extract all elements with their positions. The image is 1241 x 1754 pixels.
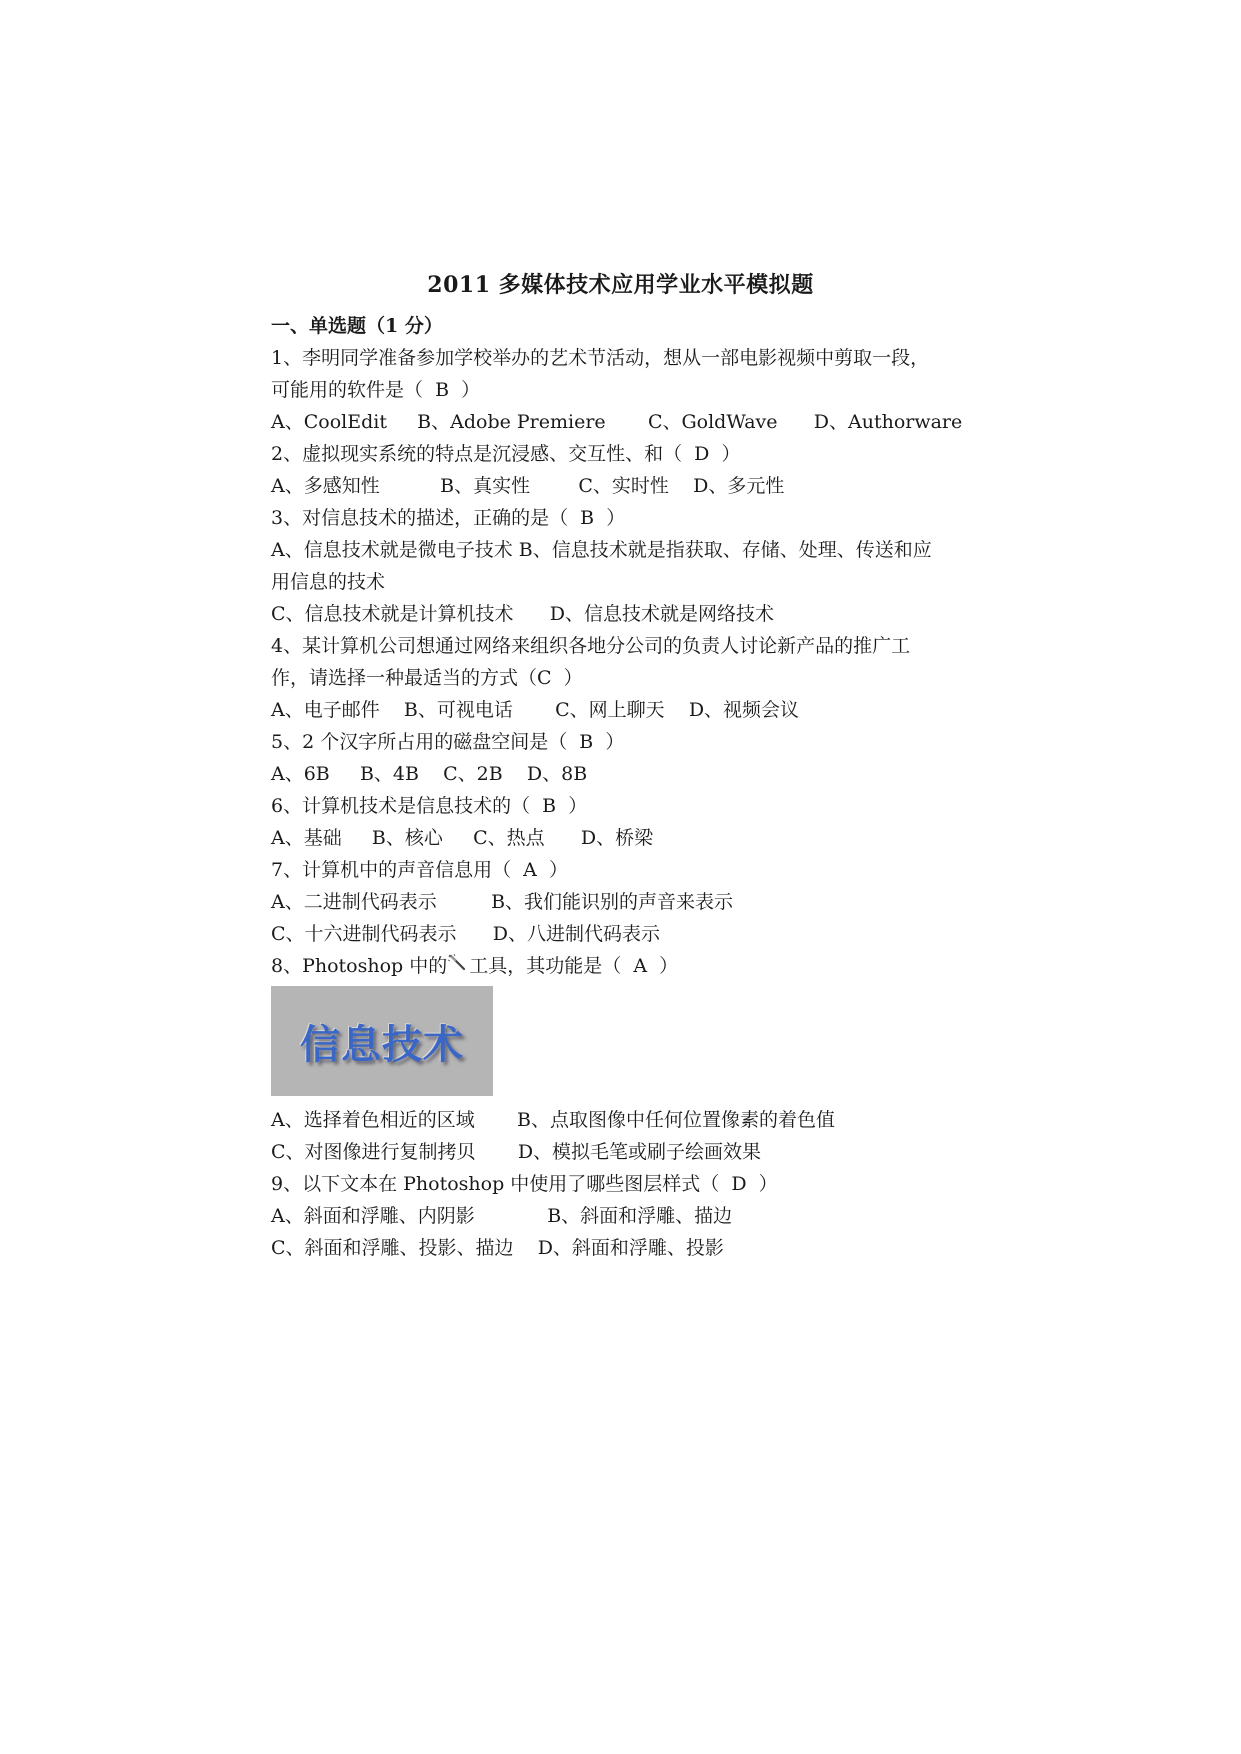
question-1-line-2: 可能用的软件是（ B ） xyxy=(271,379,481,401)
sample-image-text: 信息技术 xyxy=(300,1021,464,1068)
question-9-options-line-1: A、斜面和浮雕、内阴影 B、斜面和浮雕、描边 xyxy=(271,1205,733,1227)
question-4-line-2: 作，请选择一种最适当的方式（C ） xyxy=(271,667,583,689)
magic-wand-icon xyxy=(447,953,469,975)
document-title: 2011 多媒体技术应用学业水平模拟题 xyxy=(427,272,814,298)
question-3-options-line-3: C、信息技术就是计算机技术 D、信息技术就是网络技术 xyxy=(271,603,775,625)
question-9: 9、以下文本在 Photoshop 中使用了哪些图层样式（ D ） xyxy=(271,1173,778,1195)
question-list xyxy=(271,310,991,1264)
question-8-options-line-1: A、选择着色相近的区域 B、点取图像中任何位置像素的着色值 xyxy=(271,1109,835,1131)
question-7-options-line-1: A、二进制代码表示 B、我们能识别的声音来表示 xyxy=(271,891,734,913)
question-4-line-1: 4、某计算机公司想通过网络来组织各地分公司的负责人讨论新产品的推广工 xyxy=(271,635,911,657)
question-2: 2、虚拟现实系统的特点是沉浸感、交互性、和（ D ） xyxy=(271,443,741,465)
question-5: 5、2 个汉字所占用的磁盘空间是（ B ） xyxy=(271,731,625,753)
question-4-options: A、电子邮件 B、可视电话 C、网上聊天 D、视频会议 xyxy=(271,699,800,721)
question-2-options: A、多感知性 B、真实性 C、实时性 D、多元性 xyxy=(271,475,785,497)
section-heading: 一、单选题（1 分） xyxy=(271,315,443,337)
question-6-options: A、基础 B、核心 C、热点 D、桥梁 xyxy=(271,827,654,849)
question-9-options-line-2: C、斜面和浮雕、投影、描边 D、斜面和浮雕、投影 xyxy=(271,1237,724,1259)
question-8-prefix: 8、Photoshop 中的 xyxy=(271,955,448,977)
question-8-options-line-2: C、对图像进行复制拷贝 D、模拟毛笔或刷子绘画效果 xyxy=(271,1141,762,1163)
question-5-options: A、6B B、4B C、2B D、8B xyxy=(271,763,588,785)
question-8-suffix: 工具，其功能是（ A ） xyxy=(469,955,679,977)
question-1-line-1: 1、李明同学准备参加学校举办的艺术节活动，想从一部电影视频中剪取一段， xyxy=(271,347,930,369)
question-6: 6、计算机技术是信息技术的（ B ） xyxy=(271,795,588,817)
question-1-options: A、CoolEdit B、Adobe Premiere C、GoldWave D、Authorware xyxy=(271,411,963,433)
question-3-options-line-2: 用信息的技术 xyxy=(271,571,386,593)
question-7-options-line-2: C、十六进制代码表示 D、八进制代码表示 xyxy=(271,923,661,945)
question-3-options-line-1: A、信息技术就是微电子技术 B、信息技术就是指获取、存储、处理、传送和应 xyxy=(271,539,932,561)
question-8 xyxy=(271,950,991,982)
sample-text-image xyxy=(271,986,493,1096)
question-3: 3、对信息技术的描述，正确的是（ B ） xyxy=(271,507,626,529)
question-7: 7、计算机中的声音信息用（ A ） xyxy=(271,859,568,881)
